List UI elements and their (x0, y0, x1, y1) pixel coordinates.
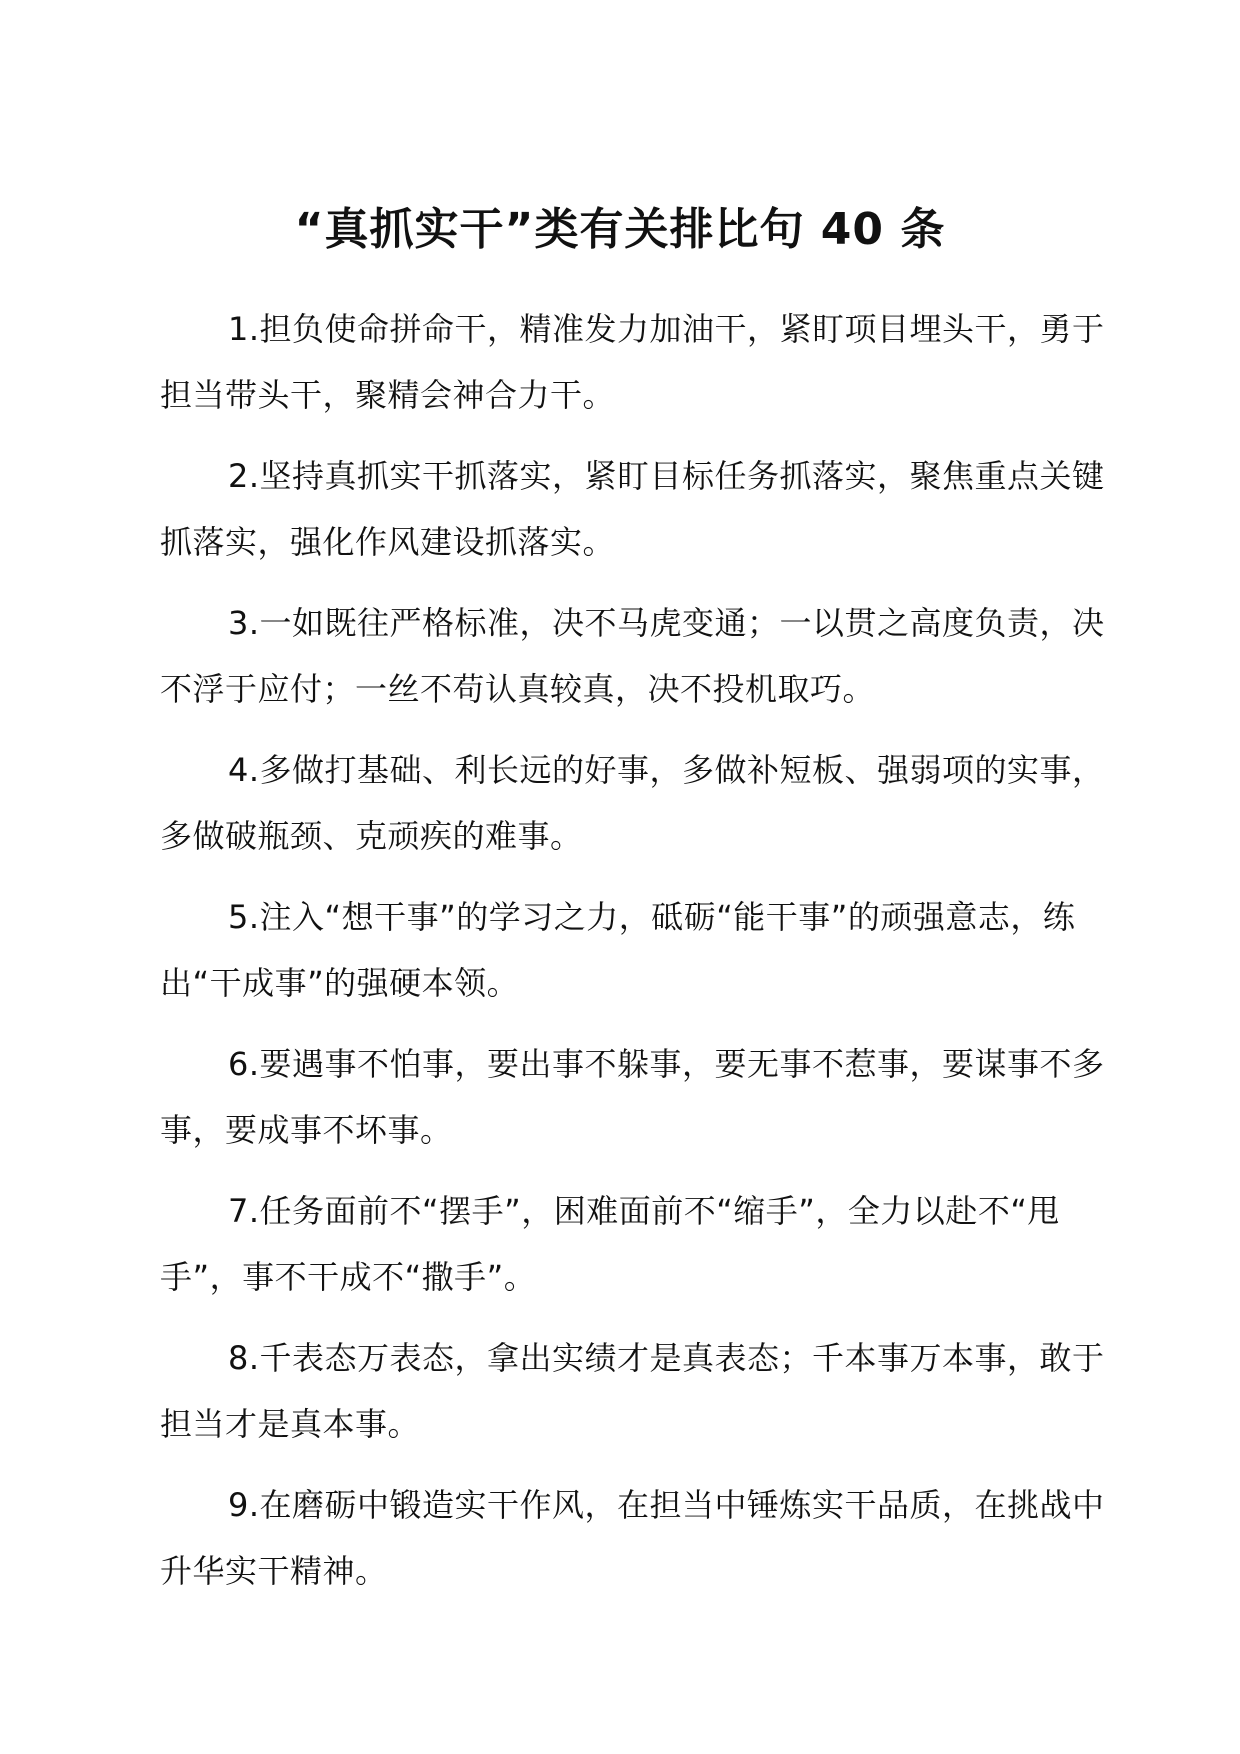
paragraph-4: 4.多做打基础、利长远的好事，多做补短板、强弱项的实事，多做破瓶颈、克顽疾的难事。 (160, 751, 1105, 855)
paragraph-9: 9.在磨砺中锻造实干作风，在担当中锤炼实干品质，在挑战中升华实干精神。 (160, 1486, 1105, 1590)
paragraph-3: 3.一如既往严格标准，决不马虎变通；一以贯之高度负责，决不浮于应付；一丝不苟认真较真，决不投机取巧。 (160, 604, 1105, 708)
paragraph-7: 7.任务面前不“摆手”，困难面前不“缩手”，全力以赴不“甩手”，事不干成不“撒手”。 (160, 1192, 1060, 1296)
paragraph-1: 1.担负使命拼命干，精准发力加油干，紧盯项目埋头干，勇于担当带头干，聚精会神合力干。 (160, 310, 1105, 414)
document-title: “真抓实干”类有关排比句 40 条 (294, 204, 946, 255)
paragraph-5: 5.注入“想干事”的学习之力，砥砺“能干事”的顽强意志，练出“干成事”的强硬本领。 (160, 898, 1076, 1002)
paragraph-6: 6.要遇事不怕事，要出事不躲事，要无事不惹事，要谋事不多事，要成事不坏事。 (160, 1045, 1105, 1149)
paragraph-2: 2.坚持真抓实干抓落实，紧盯目标任务抓落实，聚焦重点关键抓落实，强化作风建设抓落实。 (160, 457, 1105, 561)
paragraph-8: 8.千表态万表态，拿出实绩才是真表态；千本事万本事，敢于担当才是真本事。 (160, 1339, 1105, 1443)
document-body (160, 296, 1128, 1619)
